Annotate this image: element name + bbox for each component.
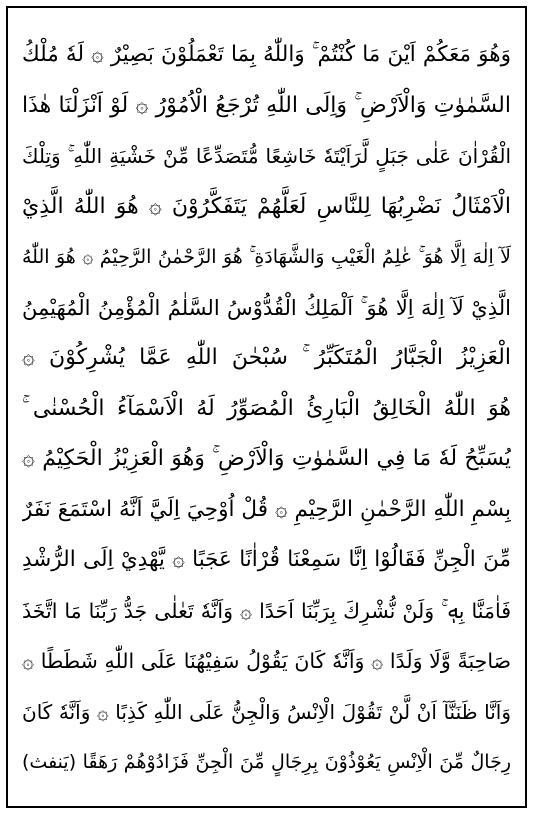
text-line-5: لَآ اِلٰهَ اِلَّا هُوَ ۚ عٰلِمُ الْغَيْبِ وَالشَّهَادَةِ ۚ هُوَ الرَّحْمٰنُ الرَّحِيْمُ ۞ هُوَ اللّٰهُ <box>22 246 511 268</box>
text-line-9: يُسَبِّحُ لَهٗ مَا فِي السَّمٰوٰتِ وَالْاَرْضِ ۚ وَهُوَ الْعَزِيْزُ الْحَكِيْمُ ۞ <box>22 446 511 471</box>
scripture-page <box>6 6 527 808</box>
text-line-3: الْقُرْاٰنَ عَلٰى جَبَلٍ لَّرَاَيْتَهٗ خَاشِعًا مُّتَصَدِّعًا مِّنْ خَشْيَةِ اللّٰهِ ۚ وَتِلْكَ <box>22 144 511 168</box>
text-line-7: الْعَزِيْزُ الْجَبَّارُ الْمُتَكَبِّرُ ۚ سُبْحٰنَ اللّٰهِ عَمَّا يُشْرِكُوْنَ ۞ <box>22 345 511 370</box>
text-line-15: رِجَالٌ مِّنَ الْاِنْسِ يَعُوْذُوْنَ بِرِجَالٍ مِّنَ الْجِنِّ فَزَادُوْهُمْ رَهَقًا (يَنفث) <box>22 751 511 773</box>
text-line-6: الَّذِيْ لَآ اِلٰهَ اِلَّا هُوَ ۚ اَلْمَلِكُ الْقُدُّوْسُ السَّلٰمُ الْمُؤْمِنُ الْمُهَيْمِنُ <box>22 295 511 320</box>
text-line-2: السَّمٰوٰتِ وَالْاَرْضِ ۚ وَاِلَى اللّٰهِ تُرْجَعُ الْاُمُوْرُ ۞ لَوْ اَنْزَلْنَا هٰذَا <box>22 92 511 118</box>
text-line-13: صَاحِبَةً وَّلَا وَلَدًا ۞ وَاَنَّهٗ كَانَ يَقُوْلُ سَفِيْهُنَا عَلَى اللّٰهِ شَطَطًا ۞ <box>22 649 511 673</box>
arabic-text-block <box>22 30 511 792</box>
text-line-10: بِسْمِ اللّٰهِ الرَّحْمٰنِ الرَّحِيْمِ ۞ قُلْ اُوْحِيَ اِلَيَّ اَنَّهُ اسْتَمَعَ نَفَرٌ <box>22 496 511 522</box>
text-line-14: وَاَنَّا ظَنَنَّآ اَنْ لَّنْ تَقُوْلَ الْاِنْسُ وَالْجِنُّ عَلَى اللّٰهِ كَذِبًا ۞ وَاَنَّهٗ كَانَ <box>22 699 511 724</box>
text-line-12: فَاٰمَنَّا بِهٖ ۚ وَلَنْ نُّشْرِكَ بِرَبِّنَا اَحَدًا ۞ وَاَنَّهٗ تَعٰلٰى جَدُّ رَبِّنَا مَا اتَّخَذَ <box>22 598 511 623</box>
text-line-11: مِّنَ الْجِنِّ فَقَالُوْا اِنَّا سَمِعْنَا قُرْاٰنًا عَجَبًا ۞ يَّهْدِيْ اِلَى الرُّشْدِ <box>22 547 511 572</box>
text-line-4: الْاَمْثَالُ نَضْرِبُهَا لِلنَّاسِ لَعَلَّهُمْ يَتَفَكَّرُوْنَ ۞ هُوَ اللّٰهُ الَّذِيْ <box>22 193 511 219</box>
text-line-8: هُوَ اللّٰهُ الْخَالِقُ الْبَارِئُ الْمُصَوِّرُ لَهُ الْاَسْمَآءُ الْحُسْنٰى ۚ <box>22 395 511 421</box>
text-line-1: وَهُوَ مَعَكُمْ اَيْنَ مَا كُنْتُمْ ۚ وَاللّٰهُ بِمَا تَعْمَلُوْنَ بَصِيْرٌ ۞ لَهٗ مُلْكُ <box>22 42 511 67</box>
